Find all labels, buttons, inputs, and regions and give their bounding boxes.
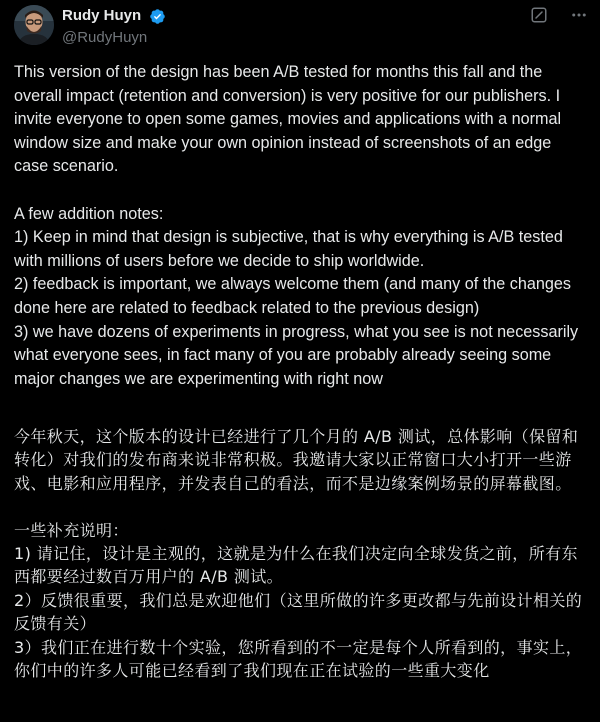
grok-icon[interactable] [530, 6, 548, 24]
chinese-note-1: 1) 请记住，设计是主观的，这就是为什么在我们决定向全球发货之前，所有东西都要经过数百万用户的 A/B 测试。 [14, 544, 578, 587]
tweet-text-chinese [14, 425, 592, 682]
chinese-note-2: 2）反馈很重要，我们总是欢迎他们（这里所做的许多更改都与先前设计相关的反馈有关） [14, 590, 583, 634]
tweet-header [10, 4, 590, 50]
english-notes-intro: A few addition notes: [14, 204, 164, 223]
english-note-1: 1) Keep in mind that design is subjective, that is why everything is A/B tested with millions of users before we decide to ship worldwide. [14, 228, 563, 270]
paragraph-gap [14, 179, 588, 203]
more-icon[interactable] [570, 6, 588, 24]
avatar[interactable] [14, 5, 54, 45]
chinese-notes-intro: 一些补充说明： [14, 520, 129, 540]
english-paragraph: This version of the design has been A/B tested for months this fall and the overall impact (retention and conversion) is very positive for our publishers. I invite everyone to open some games, movies and applications with a normal window size and make your own opinion instead of screenshots of an edge case scenario. [14, 63, 562, 176]
chinese-note-3: 3）我们正在进行数十个实验，您所看到的不一定是每个人所看到的，事实上，你们中的许多人可能已经看到了我们现在正在试验的一些重大变化 [14, 637, 583, 681]
display-name[interactable]: Rudy Huyn [62, 7, 142, 24]
avatar-image [14, 5, 54, 45]
handle[interactable]: @RudyHuyn [62, 29, 148, 46]
verified-badge-icon[interactable] [149, 8, 166, 25]
chinese-paragraph: 今年秋天，这个版本的设计已经进行了几个月的 A/B 测试，总体影响（保留和转化）对我们的发布商来说非常积极。我邀请大家以正常窗口大小打开一些游戏、电影和应用程序，并发表自己的看法，而不是边缘案例场景的屏幕截图。 [14, 427, 579, 493]
paragraph-gap [14, 495, 592, 518]
english-note-3: 3) we have dozens of experiments in progress, what you see is not necessarily what everyone sees, in fact many of you are probably already seeing some major changes we are experimenting with right now [14, 322, 579, 388]
tweet-text-english [14, 61, 588, 391]
english-note-2: 2) feedback is important, we always welcome them (and many of the changes done here are related to feedback related to the previous design) [14, 275, 571, 317]
author-info [62, 6, 166, 48]
header-actions [512, 6, 588, 30]
